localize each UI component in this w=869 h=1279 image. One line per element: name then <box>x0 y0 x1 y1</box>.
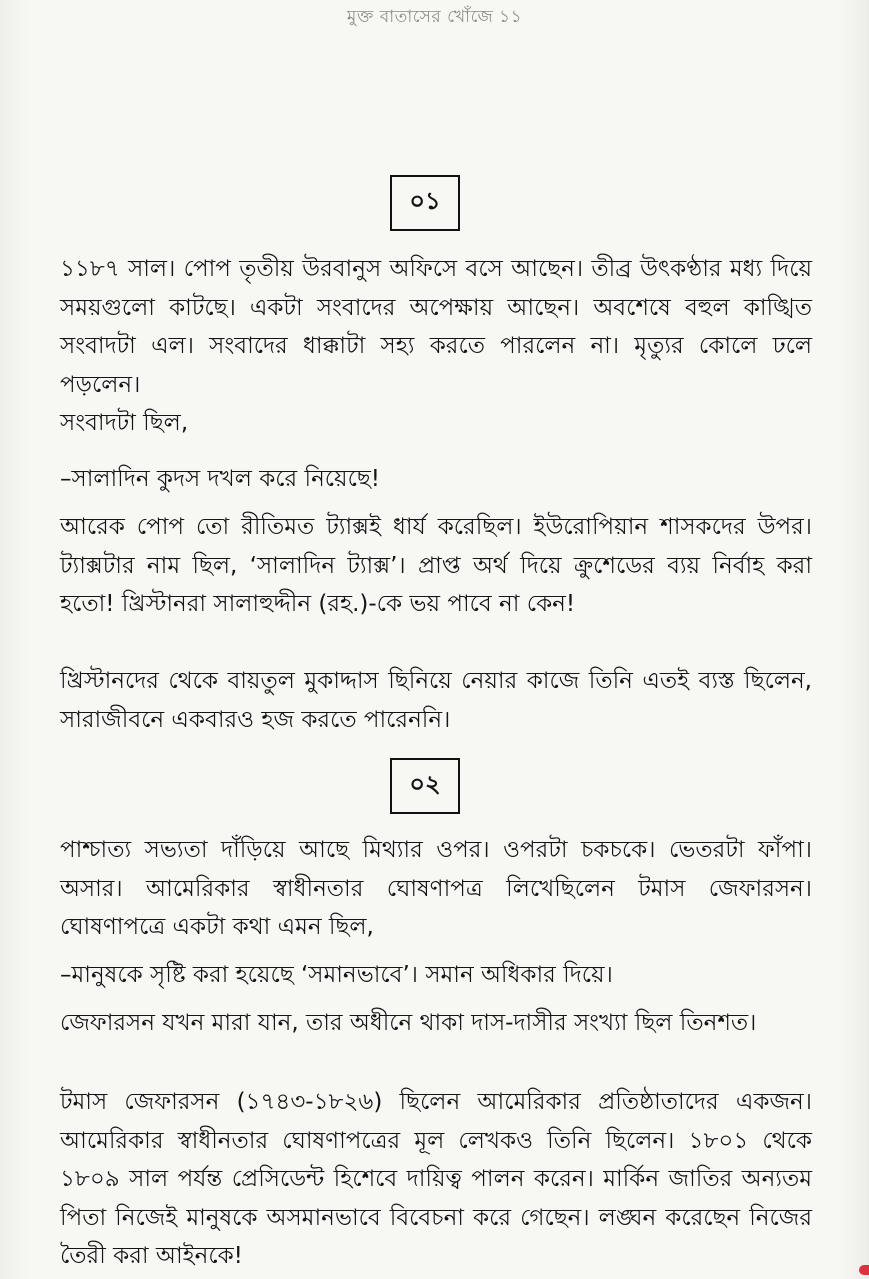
section-number-box: ০২ <box>390 758 460 814</box>
quote-line: –মানুষকে সৃষ্টি করা হয়েছে ‘সমানভাবে’। সমান অধিকার দিয়ে। <box>60 962 613 988</box>
page-corner-mark <box>859 1265 869 1275</box>
running-head: মুক্ত বাতাসের খোঁজে ১১ <box>346 7 523 27</box>
paragraph: খ্রিস্টানদের থেকে বায়তুল মুকাদ্দাস ছিনিয়ে নেয়ার কাজে তিনি এতই ব্যস্ত ছিলেন, সারাজীবনে একবারও হজ করতে পারেননি। <box>60 668 812 733</box>
paragraph: ১১৮৭ সাল। পোপ তৃতীয় উরবানুস অফিসে বসে আছেন। তীব্র উৎকণ্ঠার মধ্য দিয়ে সময়গুলো কাটছে। একটা সংবাদের অপেক্ষায় আছেন। অবশেষে বহুল কাঙ্খিত সংবাদটা এল। সংবাদের ধাক্কাটা সহ্য করতে পারলেন না। মৃত্যুর কোলে ঢলে পড়লেন। <box>60 256 812 398</box>
section-number-box: ০১ <box>390 175 460 231</box>
quote-line: –সালাদিন কুদস দখল করে নিয়েছে! <box>60 466 380 492</box>
paragraph: সংবাদটা ছিল, <box>60 410 189 436</box>
paragraph: জেফারসন যখন মারা যান, তার অধীনে থাকা দাস-দাসীর সংখ্যা ছিল তিনশত। <box>60 1010 757 1036</box>
paragraph: আরেক পোপ তো রীতিমত ট্যাক্সই ধার্য করেছিল। ইউরোপিয়ান শাসকদের উপর। ট্যাক্সটার নাম ছিল, ‘সালাদিন ট্যাক্স’। প্রাপ্ত অর্থ দিয়ে ক্রুশেডের ব্যয় নির্বাহ করা হতো! খ্রিস্টানরা সালাহুদ্দীন (রহ.)-কে ভয় পাবে না কেন! <box>60 514 812 617</box>
paragraph: পাশ্চাত্য সভ্যতা দাঁড়িয়ে আছে মিথ্যার ওপর। ওপরটা চকচকে। ভেতরটা ফাঁপা। অসার। আমেরিকার স্বাধীনতার ঘোষণাপত্র লিখেছিলেন টমাস জেফারসন। ঘোষণাপত্রে একটা কথা এমন ছিল, <box>60 837 812 940</box>
paragraph: টমাস জেফারসন (১৭৪৩-১৮২৬) ছিলেন আমেরিকার প্রতিষ্ঠাতাদের একজন। আমেরিকার স্বাধীনতার ঘোষণাপত্রের মূল লেখকও তিনি ছিলেন। ১৮০১ থেকে ১৮০৯ সাল পর্যন্ত প্রেসিডেন্ট হিশেবে দায়িত্ব পালন করেন। মার্কিন জাতির অন্যতম পিতা নিজেই মানুষকে অসমানভাবে বিবেচনা করে গেছেন। লঙ্ঘন করেছেন নিজের তৈরী করা আইনকে! <box>60 1089 812 1269</box>
